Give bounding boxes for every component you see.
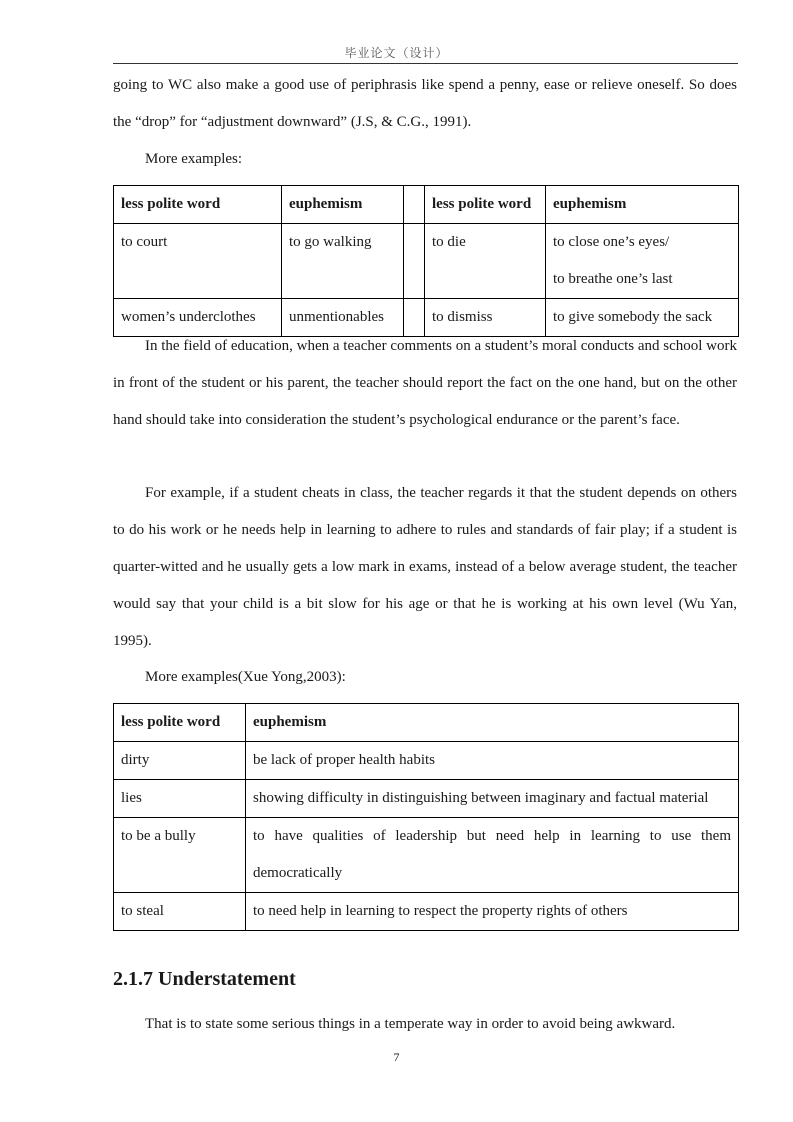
cell-line: to breathe one’s last: [553, 271, 673, 287]
table-cell: to be a bully: [114, 818, 246, 893]
table-cell: [404, 224, 425, 299]
table-header-cell: [404, 186, 425, 224]
header-rule: [113, 63, 738, 64]
table-cell: to give somebody the sack: [546, 299, 739, 337]
table-cell: to need help in learning to respect the property rights of others: [246, 893, 739, 931]
table-cell: to dismiss: [425, 299, 546, 337]
table-header-cell: euphemism: [246, 704, 739, 742]
running-header: 毕业论文（设计）: [344, 46, 449, 60]
table-row: [114, 224, 739, 299]
table-row: [114, 818, 739, 893]
table-header-cell: euphemism: [546, 186, 739, 224]
page-number: 7: [393, 1050, 400, 1064]
table-header-cell: less polite word: [425, 186, 546, 224]
table-cell: be lack of proper health habits: [246, 742, 739, 780]
table-header-cell: less polite word: [114, 186, 282, 224]
table-cell: [546, 224, 739, 299]
table-cell: showing difficulty in distinguishing between imaginary and factual material: [246, 780, 739, 818]
examples-table-2: [113, 703, 739, 931]
table-row: [114, 893, 739, 931]
table-cell: to die: [425, 224, 546, 299]
paragraph: More examples(Xue Yong,2003):: [145, 669, 346, 685]
table-cell: lies: [114, 780, 246, 818]
paragraph: going to WC also make a good use of periphrasis like spend a penny, ease or relieve oneself. So does the “drop” for “adjustment downward” (J.S, & C.G., 1991).: [113, 77, 737, 130]
table-cell: to go walking: [282, 224, 404, 299]
table-cell: to court: [114, 224, 282, 299]
table-header-row: [114, 704, 739, 742]
paragraph: That is to state some serious things in a temperate way in order to avoid being awkward.: [145, 1016, 676, 1032]
table-header-cell: less polite word: [114, 704, 246, 742]
table-header-row: [114, 186, 739, 224]
table-cell: unmentionables: [282, 299, 404, 337]
table-cell: women’s underclothes: [114, 299, 282, 337]
table-cell: to steal: [114, 893, 246, 931]
table-cell: dirty: [114, 742, 246, 780]
table-row: [114, 742, 739, 780]
examples-table-1: [113, 185, 739, 337]
table-row: [114, 780, 739, 818]
section-heading: 2.1.7 Understatement: [113, 968, 296, 990]
paragraph: For example, if a student cheats in class, the teacher regards it that the student depends on others to do his work or he needs help in learning to adhere to rules and standards of fair play; if a student is quarter-witted and he usually gets a low mark in exams, instead of a below average student, the teacher would say that your child is a bit slow for his age or that he is working at his own level (Wu Yan, 1995).: [113, 485, 737, 649]
table-header-cell: euphemism: [282, 186, 404, 224]
paragraph: In the field of education, when a teacher comments on a student’s moral conducts and school work in front of the student or his parent, the teacher should report the fact on the one hand, but on the other hand should take into consideration the student’s psychological endurance or the parent’s face.: [113, 338, 737, 428]
paragraph: More examples:: [145, 151, 243, 167]
cell-line: to close one’s eyes/: [553, 234, 670, 250]
table-cell: to have qualities of leadership but need help in learning to use them democratically: [246, 818, 739, 893]
